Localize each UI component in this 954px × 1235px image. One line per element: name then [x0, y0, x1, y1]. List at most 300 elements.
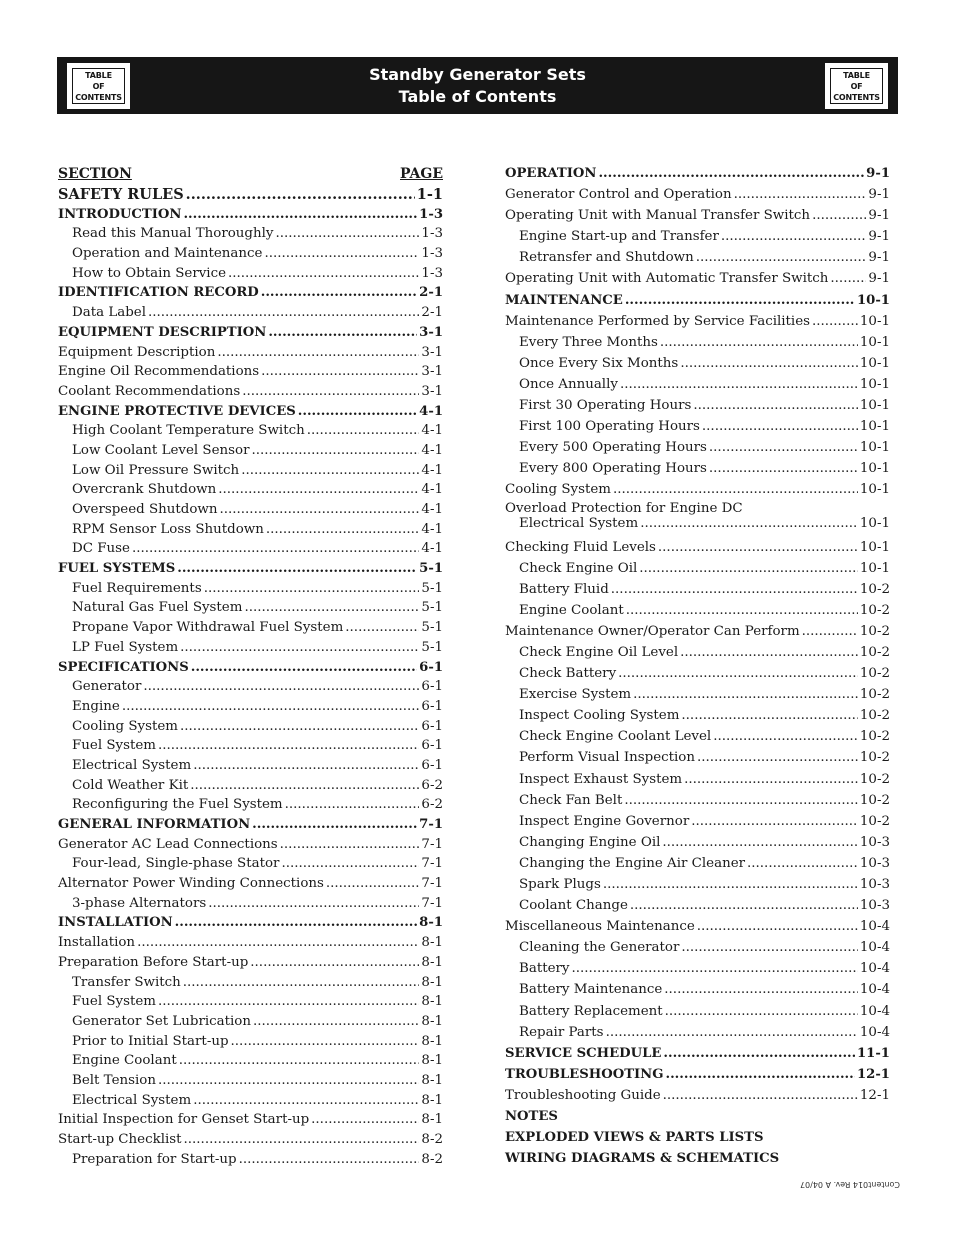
toc-entry-label: Once Annually: [519, 376, 618, 392]
toc-entry[interactable]: [505, 937, 890, 958]
toc-entry[interactable]: [58, 441, 443, 461]
toc-entry[interactable]: [58, 1012, 443, 1032]
dot-leader: [658, 537, 858, 558]
toc-list-left: [58, 185, 443, 1169]
toc-entry-label: Low Coolant Level Sensor: [72, 442, 250, 458]
toc-entry-page: 10-4: [859, 919, 890, 935]
toc-entry[interactable]: [505, 537, 890, 558]
toc-entry-page: 8-1: [421, 1053, 443, 1069]
toc-entry-label: Inspect Exhaust System: [519, 771, 683, 787]
toc-entry-page: 8-1: [421, 1013, 443, 1029]
dot-leader: [680, 642, 858, 663]
toc-entry-label: Coolant Change: [519, 898, 628, 914]
toc-entry[interactable]: [505, 853, 890, 874]
toc-entry-page: 10-2: [859, 729, 890, 745]
toc-entry-page: 8-1: [421, 1092, 443, 1108]
toc-entry-label: Transfer Switch: [72, 974, 181, 990]
dot-leader: [613, 479, 858, 500]
toc-entry-label: High Coolant Temperature Switch: [72, 423, 305, 439]
toc-entry-label: SAFETY RULES: [58, 186, 184, 203]
toc-entry-label: Four-lead, Single-phase Stator: [72, 856, 280, 872]
toc-entry[interactable]: [58, 913, 443, 933]
dot-leader: [252, 815, 417, 835]
toc-entry[interactable]: [505, 958, 890, 979]
toc-button-label: TABLE OF CONTENTS: [830, 68, 883, 104]
toc-entry-label: Fuel System: [72, 994, 156, 1010]
toc-entry-page: 10-1: [859, 355, 890, 371]
toc-entry[interactable]: [58, 323, 443, 343]
toc-entry[interactable]: [58, 638, 443, 658]
dot-leader: [122, 697, 420, 717]
toc-entry-label: Once Every Six Months: [519, 355, 679, 371]
toc-entry-line: [505, 516, 890, 531]
toc-entry[interactable]: [505, 769, 890, 790]
toc-entry-label: Generator Control and Operation: [505, 187, 732, 203]
toc-entry[interactable]: [505, 458, 890, 479]
toc-entry[interactable]: [58, 1110, 443, 1130]
toc-entry[interactable]: [58, 283, 443, 303]
toc-entry-label: WIRING DIAGRAMS & SCHEMATICS: [505, 1151, 780, 1167]
toc-entry[interactable]: [505, 311, 890, 332]
toc-entry-page: 6-1: [421, 718, 443, 734]
toc-entry[interactable]: [505, 705, 890, 726]
toc-entry-page: 6-1: [421, 738, 443, 754]
toc-column-right: [505, 163, 890, 1169]
toc-entry[interactable]: [58, 1091, 443, 1111]
toc-entry-label: Maintenance Owner/Operator Can Perform: [505, 623, 800, 639]
dot-leader: [137, 933, 419, 953]
toc-entry-label: Troubleshooting Guide: [505, 1087, 661, 1103]
toc-entry-label: Battery: [519, 961, 570, 977]
dot-leader: [598, 163, 864, 184]
toc-entry-label: Spark Plugs: [519, 877, 601, 892]
toc-entry-page: 10-4: [859, 982, 890, 998]
dot-leader: [132, 539, 419, 559]
toc-entry-page: 12-1: [859, 1087, 890, 1103]
dot-leader: [148, 303, 419, 323]
toc-entry-label: Engine: [72, 698, 120, 714]
toc-entry[interactable]: [58, 1032, 443, 1052]
toc-entry-label: Every 800 Operating Hours: [519, 461, 707, 477]
toc-entry[interactable]: [505, 663, 890, 684]
dot-leader: [239, 1150, 420, 1170]
page-header: PAGE: [400, 166, 443, 182]
toc-entry[interactable]: [58, 539, 443, 559]
toc-entry-page: 9-1: [866, 166, 890, 181]
toc-entry-label: Read this Manual Thoroughly: [72, 226, 274, 242]
toc-entry[interactable]: [505, 1148, 890, 1169]
dot-leader: [298, 402, 417, 422]
toc-entry[interactable]: [505, 416, 890, 437]
toc-entry[interactable]: [58, 874, 443, 894]
dot-leader: [158, 736, 419, 756]
toc-entry-label: Retransfer and Shutdown: [519, 250, 694, 266]
dot-leader: [618, 663, 858, 684]
dot-leader: [812, 311, 858, 332]
toc-entry-page: 10-3: [859, 877, 890, 892]
dot-leader: [603, 874, 858, 895]
toc-entry[interactable]: [58, 480, 443, 500]
toc-entry[interactable]: [58, 795, 443, 815]
dot-leader: [684, 769, 858, 790]
toc-entry-page: 7-1: [421, 876, 443, 892]
toc-entry[interactable]: [505, 205, 890, 226]
toc-entry[interactable]: [505, 1043, 890, 1064]
dot-leader: [143, 677, 419, 697]
toc-entry-page: 8-1: [419, 915, 443, 931]
toc-entry-label: Maintenance Performed by Service Facilities: [505, 313, 811, 329]
toc-entry[interactable]: [505, 184, 890, 205]
toc-entry-page: 10-2: [859, 666, 890, 682]
toc-entry[interactable]: [58, 973, 443, 993]
toc-entry-label: Electrical System: [72, 1092, 192, 1108]
toc-entry-page: 10-1: [859, 515, 890, 531]
toc-button-right[interactable]: [825, 63, 888, 109]
toc-entry-label: Preparation for Start-up: [72, 1151, 237, 1167]
toc-entry-label: Electrical System: [519, 515, 639, 531]
toc-entry[interactable]: [505, 1064, 890, 1085]
toc-entry-label: Changing Engine Oil: [519, 834, 661, 850]
toc-entry[interactable]: [58, 185, 443, 205]
toc-entry[interactable]: [58, 618, 443, 638]
toc-entry-page: 6-1: [421, 757, 443, 773]
toc-entry[interactable]: [58, 264, 443, 284]
dot-leader: [693, 395, 858, 416]
toc-entry[interactable]: [58, 362, 443, 382]
toc-entry[interactable]: [58, 835, 443, 855]
toc-entry[interactable]: [58, 500, 443, 520]
toc-entry[interactable]: [58, 717, 443, 737]
toc-entry-label: OPERATION: [505, 166, 597, 181]
dot-leader: [158, 992, 419, 1012]
toc-entry-label: Equipment Description: [58, 344, 216, 360]
toc-entry[interactable]: [505, 642, 890, 663]
toc-entry-label: Every Three Months: [519, 334, 658, 350]
toc-entry[interactable]: [58, 1071, 443, 1091]
toc-entry-page: 10-2: [859, 792, 890, 808]
toc-entry[interactable]: [58, 559, 443, 579]
toc-entry[interactable]: [505, 163, 890, 184]
toc-entry[interactable]: [58, 756, 443, 776]
toc-entry-page: 8-1: [421, 1072, 443, 1088]
toc-entry-label: First 100 Operating Hours: [519, 419, 700, 435]
toc-entry-label: Overcrank Shutdown: [72, 482, 217, 498]
toc-entry-page: 10-4: [859, 940, 890, 956]
toc-entry-page: 6-1: [421, 698, 443, 714]
toc-entry[interactable]: [58, 933, 443, 953]
toc-entry[interactable]: [58, 598, 443, 618]
toc-entry[interactable]: [505, 1001, 890, 1022]
toc-entry-page: 7-1: [421, 895, 443, 911]
dot-leader: [660, 332, 858, 353]
toc-entry[interactable]: [505, 790, 890, 811]
toc-entry[interactable]: [58, 1150, 443, 1170]
toc-entry-page: 4-1: [421, 462, 443, 478]
toc-entry[interactable]: [58, 402, 443, 422]
toc-entry-label: LP Fuel System: [72, 639, 179, 655]
toc-entry-page: 2-1: [421, 305, 443, 321]
toc-entry-page: 10-2: [859, 771, 890, 787]
toc-entry-label: Battery Fluid: [519, 581, 609, 597]
toc-entry-label: Cooling System: [72, 718, 179, 734]
dot-leader: [190, 776, 419, 796]
dot-leader: [193, 1091, 419, 1111]
toc-entry-label: Check Battery: [519, 666, 617, 682]
toc-entry[interactable]: [505, 1106, 890, 1127]
dot-leader: [802, 621, 858, 642]
toc-entry-page: 9-1: [868, 271, 890, 287]
toc-entry[interactable]: [505, 979, 890, 1000]
dot-leader: [345, 618, 419, 638]
toc-entry-page: 3-1: [421, 383, 443, 399]
toc-entry-page: 8-2: [421, 1132, 443, 1147]
toc-entry[interactable]: [58, 894, 443, 914]
dot-leader: [630, 895, 858, 916]
dot-leader: [218, 480, 419, 500]
toc-entry-label: EXPLODED VIEWS & PARTS LISTS: [505, 1130, 764, 1146]
toc-entry-page: 4-1: [421, 482, 443, 498]
toc-entry[interactable]: [58, 776, 443, 796]
toc-entry-label: Installation: [58, 935, 136, 951]
toc-entry-label: 3-phase Alternators: [72, 895, 207, 911]
toc-entry-label: TROUBLESHOOTING: [505, 1066, 664, 1082]
toc-entry[interactable]: [505, 579, 890, 600]
dot-leader: [268, 323, 417, 343]
toc-entry-label: Fuel Requirements: [72, 580, 202, 596]
toc-entry-page: 10-4: [859, 961, 890, 977]
toc-entry[interactable]: [58, 992, 443, 1012]
toc-entry[interactable]: [505, 479, 890, 500]
toc-entry-label: Generator Set Lubrication: [72, 1013, 251, 1029]
toc-entry-page: 4-1: [421, 521, 443, 537]
toc-entry-page: 7-1: [421, 856, 443, 872]
toc-entry[interactable]: [505, 895, 890, 916]
toc-entry-page: 3-1: [421, 344, 443, 360]
toc-entry-page: 4-1: [421, 423, 443, 439]
toc-entry[interactable]: [58, 658, 443, 678]
toc-entry-page: 8-1: [421, 935, 443, 951]
toc-entry-page: 8-2: [421, 1151, 443, 1167]
toc-entry[interactable]: [505, 600, 890, 621]
toc-entry[interactable]: [58, 224, 443, 244]
toc-button-left[interactable]: [67, 63, 130, 109]
toc-entry-label: Low Oil Pressure Switch: [72, 462, 240, 478]
toc-entry[interactable]: [58, 382, 443, 402]
dot-leader: [326, 874, 420, 894]
toc-entry[interactable]: [505, 374, 890, 395]
toc-entry[interactable]: [505, 1022, 890, 1043]
toc-entry-label: Operation and Maintenance: [72, 246, 263, 262]
toc-entry-page: 1-3: [421, 226, 443, 242]
toc-entry[interactable]: [505, 558, 890, 579]
dot-leader: [830, 268, 866, 289]
toc-entry[interactable]: [505, 247, 890, 268]
toc-entry-label: Generator: [72, 679, 142, 695]
dot-leader: [220, 500, 420, 520]
toc-entry[interactable]: [505, 726, 890, 747]
toc-button-label: TABLE OF CONTENTS: [72, 68, 125, 104]
toc-entry-label: Electrical System: [72, 757, 192, 773]
toc-entry[interactable]: [58, 421, 443, 441]
toc-entry-label: Perform Visual Inspection: [519, 750, 695, 766]
toc-entry-label: Engine Coolant: [72, 1053, 177, 1069]
dot-leader: [180, 717, 419, 737]
toc-entry[interactable]: [58, 520, 443, 540]
toc-entry[interactable]: [58, 343, 443, 363]
toc-entry-label: Exercise System: [519, 687, 632, 703]
toc-entry-page: 3-1: [419, 324, 443, 340]
toc-entry-label: Operating Unit with Automatic Transfer Switch: [505, 271, 829, 287]
dot-leader: [696, 247, 867, 268]
dot-leader: [639, 558, 858, 579]
toc-entry-page: 5-1: [421, 580, 443, 596]
toc-entry[interactable]: [505, 332, 890, 353]
toc-entry-label: Engine Oil Recommendations: [58, 364, 260, 380]
toc-entry-label: Operating Unit with Manual Transfer Switch: [505, 208, 811, 224]
toc-entry-page: 10-1: [859, 419, 890, 435]
toc-entry-page: 5-1: [419, 561, 443, 577]
toc-entry-label: GENERAL INFORMATION: [58, 817, 251, 832]
toc-entry-label: Data Label: [72, 305, 146, 321]
toc-entry[interactable]: [58, 205, 443, 225]
toc-entry-label: Reconfiguring the Fuel System: [72, 797, 283, 813]
toc-entry[interactable]: [505, 832, 890, 853]
toc-entry-page: 7-1: [421, 836, 443, 852]
dot-leader: [179, 1051, 420, 1071]
dot-leader: [280, 835, 420, 855]
toc-entry-page: 8-1: [421, 1112, 443, 1128]
dot-leader: [184, 1130, 420, 1150]
toc-entry-label: Every 500 Operating Hours: [519, 440, 707, 456]
toc-entry-label: Overload Protection for Engine DC: [505, 500, 743, 516]
toc-entry[interactable]: [505, 437, 890, 458]
toc-entry-label: Check Engine Oil Level: [519, 644, 679, 660]
toc-entry-page: 1-1: [416, 186, 443, 203]
toc-entry-page: 10-1: [859, 398, 890, 414]
toc-entry-page: 4-1: [421, 502, 443, 517]
toc-entry[interactable]: [505, 621, 890, 642]
toc-entry-label: Fuel System: [72, 738, 156, 754]
toc-entry-page: 1-3: [421, 246, 443, 262]
toc-entry-page: 10-1: [856, 292, 890, 308]
dot-leader: [709, 437, 858, 458]
toc-entry[interactable]: [505, 684, 890, 705]
dot-leader: [662, 832, 858, 853]
toc-entry-page: 6-2: [421, 797, 443, 813]
toc-entry[interactable]: [505, 268, 890, 289]
toc-entry[interactable]: [505, 874, 890, 895]
toc-entry-label: First 30 Operating Hours: [519, 398, 692, 414]
dot-leader: [242, 382, 419, 402]
toc-entry-label: Generator AC Lead Connections: [58, 836, 278, 852]
toc-list-right: [505, 163, 890, 1169]
toc-entry-page: 10-1: [859, 313, 890, 329]
toc-entry-page: 9-1: [868, 208, 890, 224]
toc-entry[interactable]: [58, 461, 443, 481]
toc-entry-label: Propane Vapor Withdrawal Fuel System: [72, 620, 344, 636]
dot-leader: [261, 362, 419, 382]
toc-entry[interactable]: [505, 290, 890, 311]
toc-entry-label: Natural Gas Fuel System: [72, 600, 243, 616]
toc-entry-label: RPM Sensor Loss Shutdown: [72, 521, 264, 537]
toc-entry-label: Alternator Power Winding Connections: [58, 876, 324, 892]
section-header: SECTION: [58, 166, 132, 182]
toc-entry-page: 10-2: [859, 813, 890, 829]
toc-entry[interactable]: [58, 736, 443, 756]
dot-leader: [244, 598, 419, 618]
dot-leader: [250, 953, 419, 973]
page-title: Standby Generator Sets Table of Contents: [369, 65, 586, 106]
toc-entry[interactable]: [58, 579, 443, 599]
toc-entry-label: DC Fuse: [72, 541, 130, 557]
dot-leader: [734, 184, 867, 205]
toc-entry-label: Checking Fluid Levels: [505, 539, 656, 555]
toc-entry[interactable]: [58, 697, 443, 717]
toc-entry[interactable]: [505, 395, 890, 416]
toc-entry-page: 5-1: [421, 639, 443, 655]
toc-entry[interactable]: [505, 916, 890, 937]
toc-entry-page: 6-1: [419, 659, 443, 675]
toc-entry[interactable]: [505, 353, 890, 374]
toc-entry[interactable]: [58, 303, 443, 323]
toc-entry-page: 9-1: [868, 250, 890, 266]
toc-entry-page: 10-1: [859, 482, 890, 498]
toc-entry-page: 10-3: [859, 898, 890, 914]
toc-entry-label: NOTES: [505, 1109, 558, 1125]
toc-entry[interactable]: [505, 1085, 890, 1106]
toc-entry-label: Check Engine Oil: [519, 560, 638, 576]
toc-entry[interactable]: [58, 854, 443, 874]
toc-entry[interactable]: [505, 747, 890, 768]
dot-leader: [611, 579, 858, 600]
dot-leader: [158, 1071, 419, 1091]
toc-entry[interactable]: [58, 815, 443, 835]
toc-entry[interactable]: [505, 501, 890, 531]
toc-entry-page: 8-1: [421, 994, 443, 1010]
dot-leader: [633, 684, 858, 705]
toc-entry-label: IDENTIFICATION RECORD: [58, 285, 259, 301]
toc-entry[interactable]: [505, 1127, 890, 1148]
toc-entry-label: Overspeed Shutdown: [72, 502, 218, 517]
dot-leader: [251, 441, 419, 461]
toc-entry[interactable]: [58, 677, 443, 697]
toc-entry-page: 11-1: [856, 1045, 890, 1061]
toc-entry-label: SERVICE SCHEDULE: [505, 1045, 662, 1061]
toc-entry-label: Cold Weather Kit: [72, 777, 189, 793]
dot-leader: [307, 421, 420, 441]
toc-column-left: [58, 163, 443, 1169]
toc-entry-label: INSTALLATION: [58, 915, 173, 931]
toc-entry-label: FUEL SYSTEMS: [58, 561, 176, 577]
toc-entry-page: 6-1: [421, 679, 443, 695]
dot-leader: [253, 1012, 419, 1032]
dot-leader: [191, 658, 417, 678]
toc-entry[interactable]: [58, 244, 443, 264]
toc-entry[interactable]: [58, 1051, 443, 1071]
toc-entry-label: Preparation Before Start-up: [58, 954, 249, 970]
toc-entry[interactable]: [505, 226, 890, 247]
toc-entry-page: 4-1: [419, 403, 443, 419]
dot-leader: [709, 458, 858, 479]
toc-entry[interactable]: [58, 953, 443, 973]
dot-leader: [606, 1022, 858, 1043]
toc-entry[interactable]: [58, 1130, 443, 1150]
toc-entry[interactable]: [505, 811, 890, 832]
toc-entry-page: 5-1: [421, 600, 443, 616]
toc-entry-page: 12-1: [856, 1066, 890, 1082]
toc-entry-label: Start-up Checklist: [58, 1132, 182, 1147]
dot-leader: [663, 1085, 858, 1106]
